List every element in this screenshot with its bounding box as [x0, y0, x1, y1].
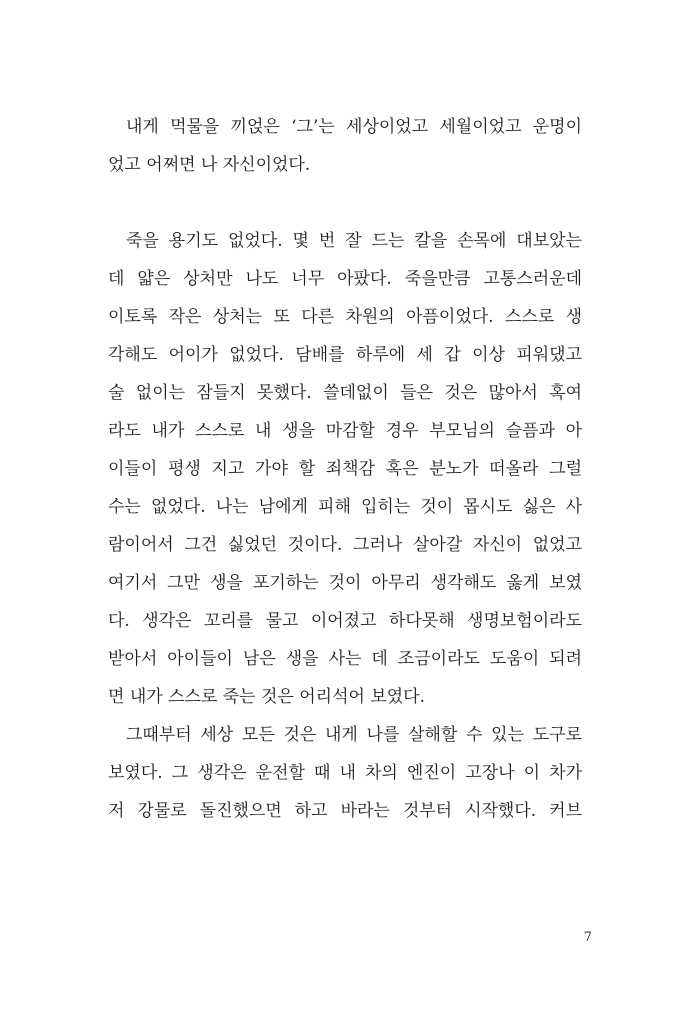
text-line: 그때부터 세상 모든 것은 내게 나를 살해할 수 있는 도구로 [126, 725, 582, 745]
text-line: 다. 생각은 꼬리를 물고 이어졌고 하다못해 생명보험이라도 [108, 611, 582, 631]
text-line: 라도 내가 스스로 내 생을 마감할 경우 부모님의 슬픔과 아 [108, 421, 582, 441]
text-line: 보였다. 그 생각은 운전할 때 내 차의 엔진이 고장나 이 차가 [108, 763, 582, 783]
text-line: 저 강물로 돌진했으면 하고 바라는 것부터 시작했다. 커브 [108, 801, 582, 821]
text-line: 술 없이는 잠들지 못했다. 쓸데없이 들은 것은 많아서 혹여 [108, 383, 582, 403]
text-line: 데 얇은 상처만 나도 너무 아팠다. 죽을만큼 고통스러운데 [108, 269, 582, 289]
text-line: 내게 먹물을 끼얹은 ‘그’는 세상이었고 세월이었고 운명이 [126, 117, 582, 137]
text-line: 각해도 어이가 없었다. 담배를 하루에 세 갑 이상 피워댔고 [108, 345, 582, 365]
text-line: 면 내가 스스로 죽는 것은 어리석어 보였다. [108, 687, 426, 707]
text-line: 람이어서 그건 싫었던 것이다. 그러나 살아갈 자신이 없었고 [108, 535, 582, 555]
text-line: 었고 어쩌면 나 자신이었다. [108, 155, 311, 175]
text-line: 이토록 작은 상처는 또 다른 차원의 아픔이었다. 스스로 생 [108, 307, 582, 327]
text-line: 여기서 그만 생을 포기하는 것이 아무리 생각해도 옳게 보였 [108, 573, 582, 593]
text-line: 이들이 평생 지고 가야 할 죄책감 혹은 분노가 떠올라 그럴 [108, 459, 582, 479]
page-number: 7 [583, 930, 592, 945]
text-line: 수는 없었다. 나는 남에게 피해 입히는 것이 몹시도 싫은 사 [108, 497, 582, 517]
text-line: 죽을 용기도 없었다. 몇 번 잘 드는 칼을 손목에 대보았는 [126, 231, 582, 251]
text-line: 받아서 아이들이 남은 생을 사는 데 조금이라도 도움이 되려 [108, 649, 582, 669]
